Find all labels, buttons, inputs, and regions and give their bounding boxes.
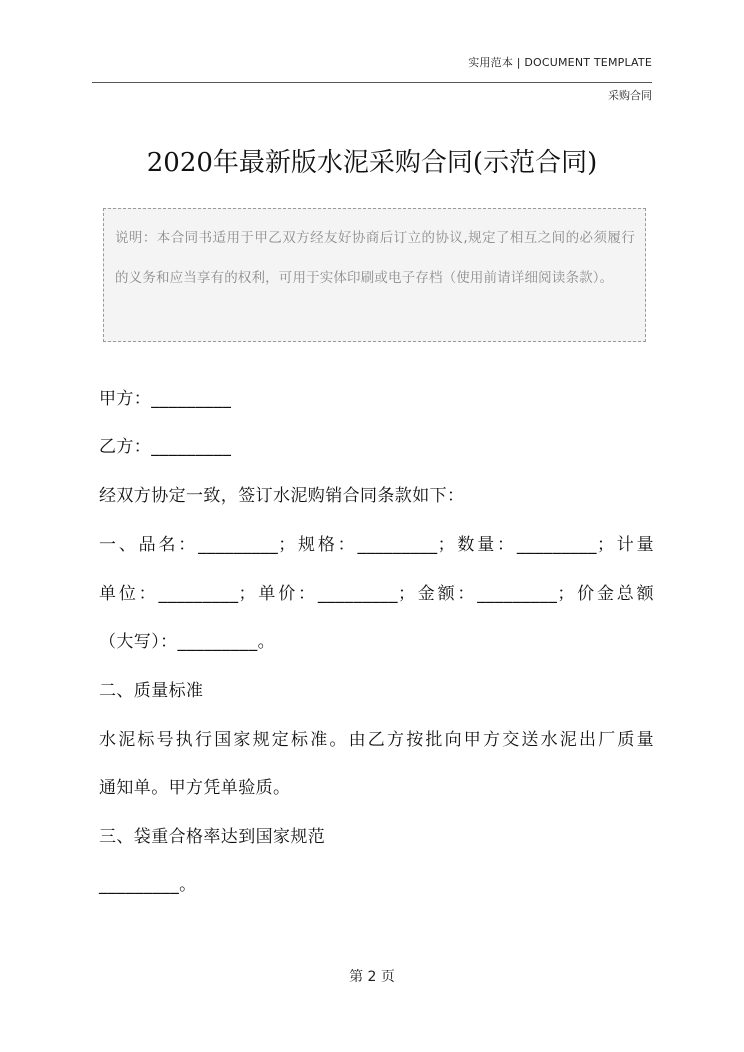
clause1-line-1: 一、品名：_________；规格：_________；数量：_________；计量 xyxy=(99,535,654,555)
intro-paragraph: 经双方协定一致，签订水泥购销合同条款如下： xyxy=(99,486,465,506)
clause2-line-1: 水泥标号执行国家规定标准。由乙方按批向甲方交送水泥出厂质量 xyxy=(99,730,654,750)
clause3-heading: 三、袋重合格率达到国家规范 xyxy=(99,827,326,847)
clause1-line-2: 单位：_________；单价：_________；金额：_________；价金总额 xyxy=(99,584,654,604)
header-doc-type: 采购合同 xyxy=(608,89,652,102)
page-number: 第 2 页 xyxy=(349,969,395,985)
clause2-line-2: 通知单。甲方凭单验质。 xyxy=(99,778,291,798)
party-a-line: 甲方：_________ xyxy=(99,389,232,409)
header-brand: 实用范本 | DOCUMENT TEMPLATE xyxy=(468,56,652,69)
clause2-heading: 二、质量标准 xyxy=(99,681,204,701)
usage-notice-box: 说明：本合同书适用于甲乙双方经友好协商后订立的协议,规定了相互之间的必须履行的义务和应当享有的权利，可用于实体印刷或电子存档（使用前请详细阅读条款）。 xyxy=(103,208,646,342)
clause1-line-3: （大写）：_________。 xyxy=(99,632,275,652)
header-divider xyxy=(92,82,652,83)
party-b-line: 乙方：_________ xyxy=(99,437,232,457)
clause3-line-1: _________。 xyxy=(99,875,197,895)
document-title: 2020年最新版水泥采购合同(示范合同) xyxy=(146,148,598,178)
